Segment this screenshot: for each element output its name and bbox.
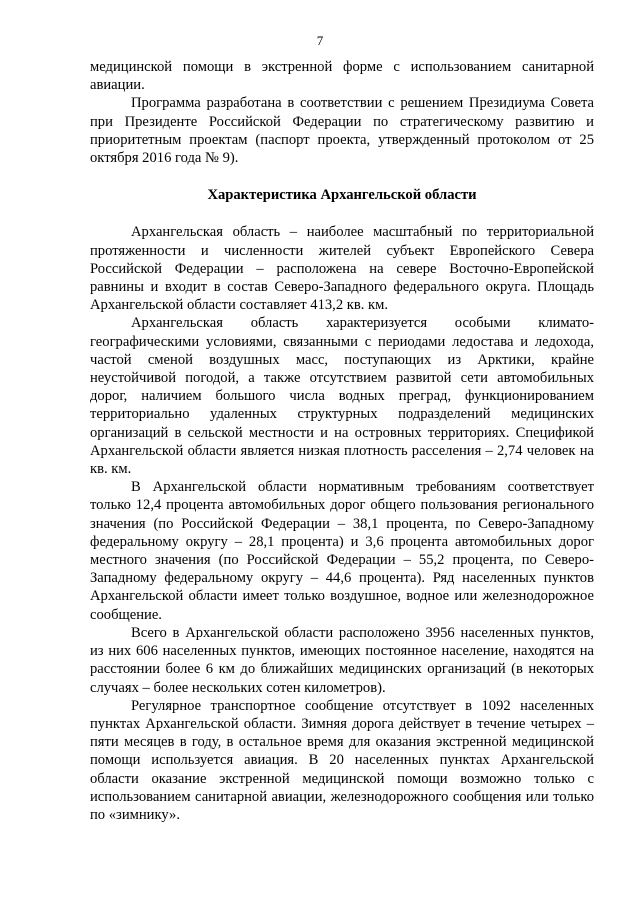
section-paragraph-3: В Архангельской области нормативным требованиям соответствует только 12,4 процента автомобильных дорог общего пользования регионального значения (по Российской Федерации – 38,1 процента, по Северо-Западному федеральному округу – 28,1 процента) и 3,6 процента автомобильных дорог местного значения (по Российской Федерации – 55,2 процента, по Северо-Западному федеральному округу – 44,6 процента). Ряд населенных пунктов Архангельской области имеет только воздушное, водное или железнодорожное сообщение.	[90, 479, 594, 623]
section-paragraph-2: Архангельская область характеризуется особыми климато-географическими условиями, связанными с периодами ледостава и ледохода, частой сменой воздушных масс, поступающих из Арктики, крайне неустойчивой погодой, а также отсутствием развитой сети автомобильных дорог, наличием большого числа водных преград, функционированием территориально удаленных структурных подразделений медицинских организаций в сельской местности и на островных территориях. Спецификой Архангельской области является низкая плотность расселения – 2,74 человек на кв. км.	[90, 315, 594, 478]
section-heading: Характеристика Архангельской области	[207, 187, 477, 204]
section-paragraph-4: Всего в Архангельской области расположено 3956 населенных пунктов, из них 606 населенных пунктов, имеющих постоянное население, находятся на расстоянии более 6 км до ближайших медицинских организаций (в некоторых случаях – более нескольких сотен километров).	[90, 624, 594, 696]
page-number: 7	[316, 33, 324, 48]
document-body	[90, 58, 594, 824]
section-paragraph-5: Регулярное транспортное сообщение отсутствует в 1092 населенных пунктах Архангельской области. Зимняя дорога действует в течение четырех – пяти месяцев в году, в остальное время для оказания экстренной медицинской помощи используется авиация. В 20 населенных пунктах Архангельской области оказание экстренной медицинской помощи возможно только с использованием санитарной авиации, железнодорожного сообщения или только по «зимнику».	[90, 697, 594, 823]
intro-paragraph-1: медицинской помощи в экстренной форме с использованием санитарной авиации.	[90, 59, 594, 94]
section-paragraph-1: Архангельская область – наиболее масштабный по территориальной протяженности и численности жителей субъект Европейского Севера Российской Федерации – расположена на севере Восточно-Европейской равнины и входит в состав Северо-Западного федерального округа. Площадь Архангельской области составляет 413,2 кв. км.	[90, 224, 594, 314]
intro-paragraph-2: Программа разработана в соответствии с решением Президиума Совета при Президенте Российской Федерации по стратегическому развитию и приоритетным проектам (паспорт проекта, утвержденный протоколом от 25 октября 2016 года № 9).	[90, 95, 594, 167]
